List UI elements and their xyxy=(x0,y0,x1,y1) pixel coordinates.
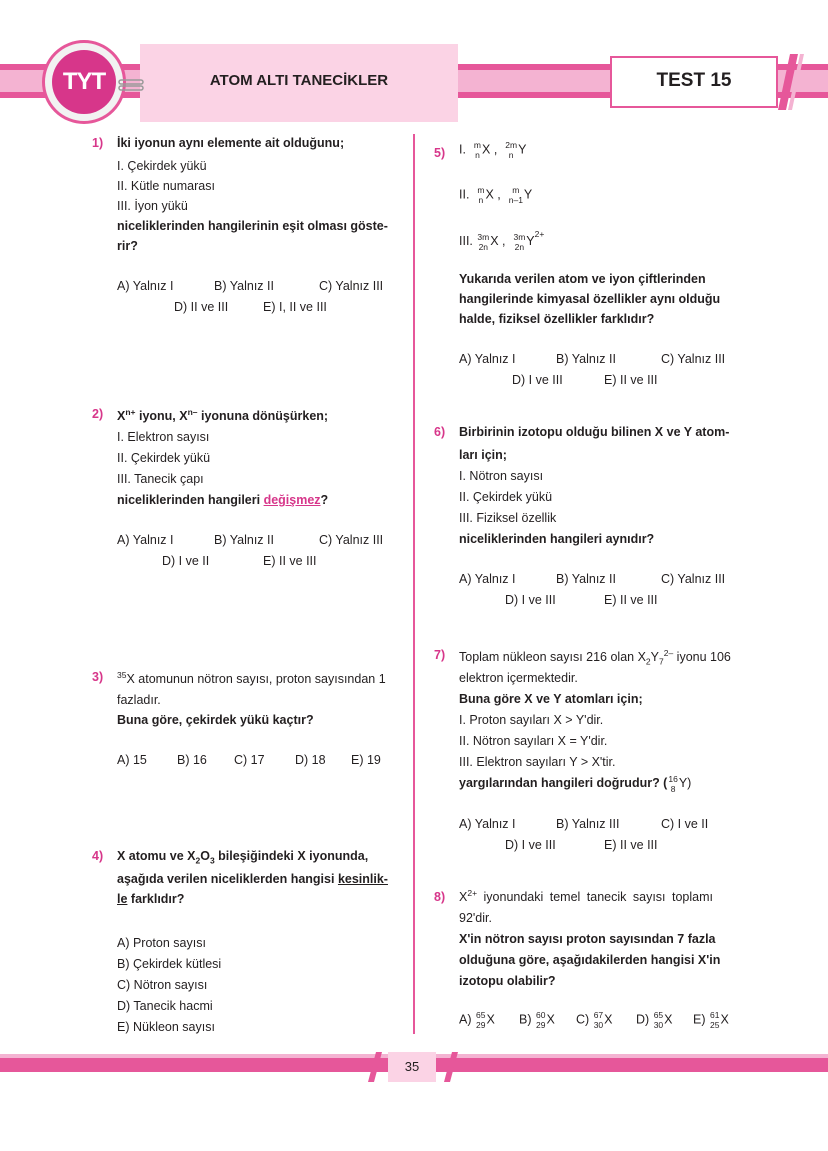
mass-number: 2m xyxy=(505,140,518,150)
option-c[interactable]: C) Yalnız III xyxy=(319,533,384,547)
list-item: II. Kütle numarası xyxy=(117,179,215,193)
list-item: III. İyon yükü xyxy=(117,199,188,213)
nuclide-notation xyxy=(509,185,523,205)
emphasis: değişmez xyxy=(263,493,321,507)
question-6 xyxy=(434,425,730,550)
options-list xyxy=(117,933,221,1038)
ask-text: ? xyxy=(320,493,329,507)
option-d[interactable]: D) I ve III xyxy=(505,838,556,852)
element-symbol: X xyxy=(485,187,494,202)
question-8 xyxy=(434,888,720,992)
atomic-number: n xyxy=(478,195,484,205)
question-number: 5) xyxy=(434,146,446,160)
pair-3 xyxy=(459,229,544,252)
nuclide-notation xyxy=(474,140,481,160)
option-a[interactable]: A) 15 xyxy=(117,753,147,767)
question-stem xyxy=(459,888,713,904)
stem-text: O xyxy=(200,849,210,863)
mass-number: 67 xyxy=(593,1010,604,1020)
nuclide-notation xyxy=(536,1010,545,1030)
nuclide-notation xyxy=(654,1010,663,1030)
emphasis: kesinlik- xyxy=(337,872,388,886)
option-letter: C) xyxy=(576,1012,590,1027)
mass-number: m xyxy=(473,140,481,150)
question-number: 1) xyxy=(92,136,104,150)
option-a[interactable]: A) Yalnız I xyxy=(117,533,174,547)
question-ask xyxy=(117,889,388,909)
option-c[interactable]: C) I ve II xyxy=(661,817,709,831)
nuclide-notation xyxy=(513,232,525,252)
question-number: 8) xyxy=(434,890,446,904)
option-e[interactable]: E) II ve III xyxy=(604,593,658,607)
atomic-number: 8 xyxy=(670,783,676,794)
question-ask xyxy=(459,269,720,329)
question-stem: ları için; xyxy=(459,448,507,462)
question-7 xyxy=(434,648,731,794)
test-number: TEST 15 xyxy=(656,70,732,91)
mass-number: m xyxy=(512,185,520,195)
option-d[interactable]: D) I ve III xyxy=(512,373,563,387)
atomic-number: 30 xyxy=(653,1020,664,1030)
option-b[interactable]: B) Yalnız II xyxy=(214,279,274,293)
question-number: 3) xyxy=(92,670,104,684)
question-ask xyxy=(117,869,388,889)
option-e[interactable]: E) I, II ve III xyxy=(263,300,327,314)
option-a[interactable]: A) Yalnız I xyxy=(459,572,516,586)
page-number: 35 xyxy=(388,1052,436,1082)
list-item: III. Tanecik çapı xyxy=(117,472,204,486)
stem-text: bileşiğindeki X iyonunda, xyxy=(214,849,369,863)
element-symbol: Y xyxy=(523,187,533,202)
question-stem xyxy=(459,648,731,667)
option-c[interactable]: C) Nötron sayısı xyxy=(117,978,208,992)
element-symbol: X xyxy=(604,1012,613,1027)
subscript: 2 xyxy=(645,656,651,667)
option-d[interactable]: D) Tanecik hacmi xyxy=(117,999,213,1013)
option-b[interactable] xyxy=(519,1010,555,1030)
roman-label: III. xyxy=(459,234,473,248)
pair-2 xyxy=(459,185,532,205)
option-a[interactable]: A) Yalnız I xyxy=(459,352,516,366)
element-symbol: X xyxy=(482,142,491,157)
question-1 xyxy=(92,136,388,256)
element-symbol: Y xyxy=(526,234,535,248)
subscript: 7 xyxy=(659,656,664,667)
nuclide-notation xyxy=(668,774,677,794)
ask-text: hangilerinde kimyasal özellikler aynı olduğu xyxy=(459,292,721,306)
option-b[interactable]: B) Yalnız II xyxy=(214,533,274,547)
list-item: I. Nötron sayısı xyxy=(459,469,544,483)
stem-text: iyonuna dönüşürken; xyxy=(197,409,329,424)
list-item: II. Çekirdek yükü xyxy=(117,451,211,465)
list-item: I. Proton sayıları X > Y'dir. xyxy=(459,713,604,727)
ask-text: farklıdır? xyxy=(127,892,185,906)
separator: , xyxy=(497,187,501,202)
ask-text: Yukarıda verilen atom ve iyon çiftlerinden xyxy=(459,272,706,286)
separator: , xyxy=(502,234,506,248)
question-stem xyxy=(117,849,368,866)
stem-text: 92'dir. xyxy=(459,911,492,925)
option-a[interactable]: A) Proton sayısı xyxy=(117,936,206,950)
option-b[interactable]: B) Çekirdek kütlesi xyxy=(117,957,222,971)
option-letter: B) xyxy=(519,1012,532,1027)
option-letter: E) xyxy=(693,1012,706,1027)
page-title: ATOM ALTI TANECİKLER xyxy=(209,72,389,89)
option-a[interactable]: A) Yalnız I xyxy=(459,817,516,831)
charge: 2– xyxy=(663,648,674,658)
question-ask: izotopu olabilir? xyxy=(459,974,556,988)
mass-number: 60 xyxy=(535,1010,546,1020)
option-a[interactable] xyxy=(459,1010,495,1030)
element-symbol: Y xyxy=(650,650,659,665)
option-e[interactable]: E) II ve III xyxy=(604,838,658,852)
roman-label: II. xyxy=(459,187,470,202)
option-e[interactable] xyxy=(693,1010,729,1030)
nuclide-notation xyxy=(476,1010,485,1030)
question-ask: niceliklerinden hangilerinin eşit olması göste- xyxy=(117,219,388,233)
stem-text: X atomunun nötron sayısı, proton sayısından 1 xyxy=(126,672,386,687)
option-e[interactable]: E) 19 xyxy=(351,753,381,767)
question-number: 4) xyxy=(92,849,104,863)
nuclide-notation xyxy=(594,1010,603,1030)
element-symbol: X xyxy=(486,1012,495,1027)
question-ask: olduğuna göre, aşağıdakilerden hangisi X'in xyxy=(459,953,721,967)
charge: 2+ xyxy=(467,888,478,898)
roman-label: I. xyxy=(459,142,466,157)
list-item: II. Nötron sayıları X = Y'dir. xyxy=(459,734,608,748)
mass-number: 3m xyxy=(513,231,526,242)
question-ask xyxy=(459,773,691,794)
ask-text: ) xyxy=(687,776,692,790)
ask-text: yargılarından hangileri doğrudur? ( xyxy=(459,776,668,790)
subscript: 2 xyxy=(195,855,201,866)
option-b[interactable]: B) Yalnız III xyxy=(556,817,620,831)
subscript: 3 xyxy=(209,855,215,866)
stem-text: fazladır. xyxy=(117,693,161,707)
question-ask: rir? xyxy=(117,239,138,253)
atomic-number: 2n xyxy=(514,241,525,252)
list-item: I. Çekirdek yükü xyxy=(117,159,207,173)
atomic-number: 30 xyxy=(593,1020,604,1030)
option-d[interactable]: D) II ve III xyxy=(174,300,229,314)
option-e[interactable]: E) Nükleon sayısı xyxy=(117,1020,215,1034)
option-e[interactable]: E) II ve III xyxy=(604,373,658,387)
element-symbol: X xyxy=(546,1012,555,1027)
element-symbol: Y xyxy=(678,776,688,790)
option-d[interactable]: D) 18 xyxy=(295,753,326,767)
ask-text: niceliklerinden hangileri xyxy=(117,493,264,507)
question-ask: X'in nötron sayısı proton sayısından 7 fazla xyxy=(459,932,716,946)
option-e[interactable]: E) II ve III xyxy=(263,554,317,568)
charge: n– xyxy=(187,407,198,417)
mass-number: 16 xyxy=(668,773,678,784)
atomic-number: 29 xyxy=(475,1020,486,1030)
question-number: 2) xyxy=(92,407,104,421)
option-letter: D) xyxy=(636,1012,650,1027)
header-slash-icon xyxy=(776,52,806,112)
stem-text: iyonu 106 xyxy=(673,650,731,665)
element-symbol: X xyxy=(720,1012,729,1027)
clip-icon xyxy=(118,78,146,92)
atomic-number: n–1 xyxy=(508,195,523,205)
atomic-number: 25 xyxy=(709,1020,720,1030)
question-stem: İki iyonun aynı elemente ait olduğunu; xyxy=(117,136,345,150)
option-c[interactable]: C) 17 xyxy=(234,753,265,767)
pair-1 xyxy=(459,140,526,160)
option-c[interactable] xyxy=(576,1010,613,1030)
mass-number: 65 xyxy=(653,1010,664,1020)
tyt-badge: TYT xyxy=(52,50,116,114)
option-b[interactable]: B) Yalnız II xyxy=(556,572,616,586)
nuclide-notation xyxy=(710,1010,719,1030)
option-letter: A) xyxy=(459,1012,472,1027)
question-number: 7) xyxy=(434,648,446,662)
column-divider xyxy=(413,134,415,1034)
option-d[interactable]: D) I ve II xyxy=(162,554,210,568)
element-symbol: X xyxy=(117,409,126,424)
charge: n+ xyxy=(125,407,136,417)
list-item: III. Fiziksel özellik xyxy=(459,511,557,525)
ask-text: aşağıda verilen niceliklerden hangisi xyxy=(117,872,338,886)
nuclide-notation xyxy=(505,140,517,160)
question-number: 6) xyxy=(434,425,446,439)
charge: 2+ xyxy=(534,229,545,239)
element-symbol: Y xyxy=(518,142,527,157)
stem-text: iyonu, xyxy=(135,409,180,424)
option-d[interactable] xyxy=(636,1010,673,1030)
mass-number: 65 xyxy=(475,1010,486,1020)
option-c[interactable]: C) Yalnız III xyxy=(661,352,726,366)
option-d[interactable]: D) I ve III xyxy=(505,593,556,607)
mass-number: m xyxy=(477,185,485,195)
stem-text: iyonundaki temel tanecik sayısı toplamı xyxy=(477,890,713,905)
question-stem xyxy=(117,407,328,423)
atomic-number: 29 xyxy=(535,1020,546,1030)
list-item: I. Elektron sayısı xyxy=(117,430,210,444)
option-c[interactable]: C) Yalnız III xyxy=(661,572,726,586)
question-3 xyxy=(92,668,386,730)
list-item: III. Elektron sayıları Y > X'tir. xyxy=(459,755,616,769)
element-symbol: X xyxy=(664,1012,673,1027)
question-ask: niceliklerinden hangileri aynıdır? xyxy=(459,532,655,546)
option-b[interactable]: B) 16 xyxy=(177,753,207,767)
option-b[interactable]: B) Yalnız II xyxy=(556,352,616,366)
emphasis: le xyxy=(117,892,128,906)
option-c[interactable]: C) Yalnız III xyxy=(319,279,384,293)
ask-text: halde, fiziksel özellikler farklıdır? xyxy=(459,312,655,326)
question-2 xyxy=(92,405,328,511)
stem-text: Toplam nükleon sayısı 216 olan X xyxy=(459,650,646,665)
question-ask: Buna göre X ve Y atomları için; xyxy=(459,692,643,706)
stem-text: elektron içermektedir. xyxy=(459,671,578,685)
nuclide-notation xyxy=(477,232,489,252)
mass-number: 35 xyxy=(117,670,127,680)
question-stem: Birbirinin izotopu olduğu bilinen X ve Y atom- xyxy=(459,425,730,439)
nuclide-notation xyxy=(477,185,484,205)
element-symbol: X xyxy=(459,890,468,905)
separator: , xyxy=(493,142,498,157)
atomic-number: n xyxy=(508,150,514,160)
atomic-number: n xyxy=(475,150,480,160)
question-4 xyxy=(92,847,388,909)
question-ask: Buna göre, çekirdek yükü kaçtır? xyxy=(117,713,314,727)
question-stem xyxy=(117,670,386,686)
stem-text: X atomu ve X xyxy=(117,849,196,863)
option-a[interactable]: A) Yalnız I xyxy=(117,279,174,293)
element-symbol: X xyxy=(179,409,188,424)
mass-number: 61 xyxy=(709,1010,720,1020)
atomic-number: 2n xyxy=(478,241,489,252)
list-item: II. Çekirdek yükü xyxy=(459,490,553,504)
mass-number: 3m xyxy=(477,231,490,242)
element-symbol: X xyxy=(490,234,499,248)
question-ask xyxy=(117,490,328,511)
